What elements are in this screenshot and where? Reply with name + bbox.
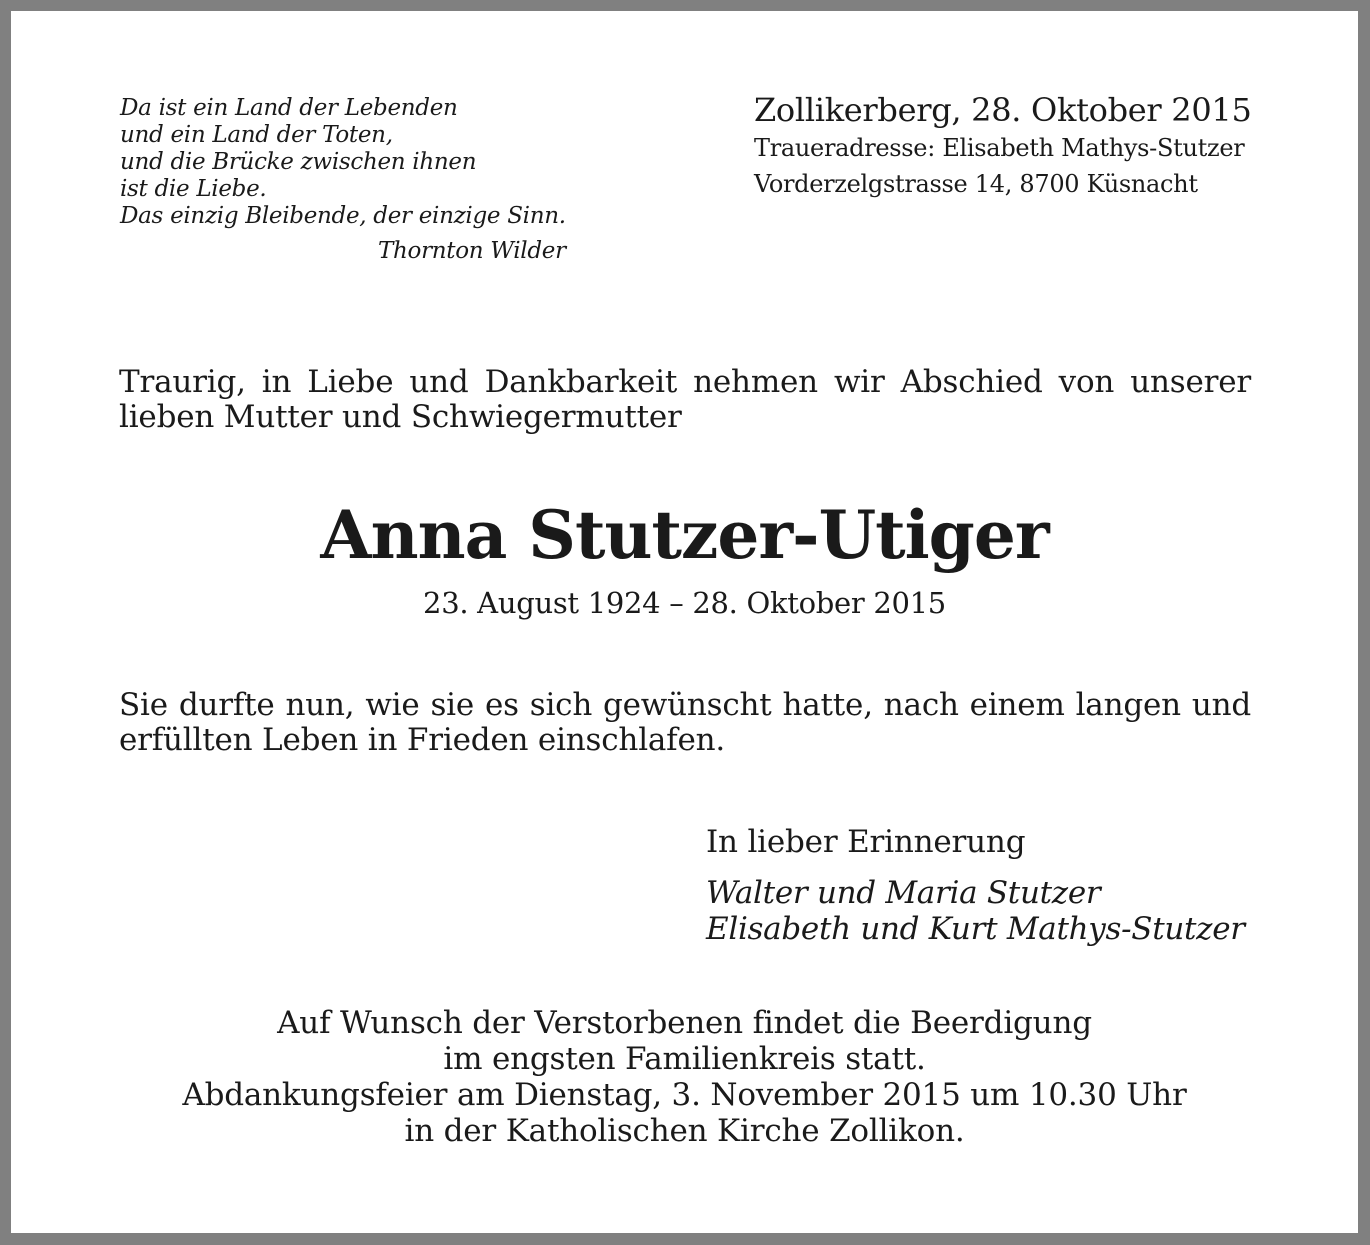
notice-line: Auf Wunsch der Verstorbenen findet die Beerdigung — [277, 1005, 1092, 1041]
mourning-address-name: Traueradresse: Elisabeth Mathys-Stutzer — [754, 134, 1245, 162]
quote-block — [120, 95, 566, 265]
mourning-address-street: Vorderzelgstrasse 14, 8700 Küsnacht — [754, 170, 1198, 198]
quote-line: Das einzig Bleibende, der einzige Sinn. — [120, 203, 566, 229]
family-member-line: Elisabeth und Kurt Mathys-Stutzer — [706, 911, 1245, 947]
quote-line: und die Brücke zwischen ihnen — [120, 149, 477, 175]
obituary-page — [11, 11, 1358, 1233]
notice-line: im engsten Familienkreis statt. — [443, 1041, 926, 1077]
intro-text: Traurig, in Liebe und Dankbarkeit nehmen wir Abschied von unserer lieben Mutter und Schwiegermutter — [119, 364, 1251, 435]
quote-line: und ein Land der Toten, — [120, 122, 393, 148]
life-dates: 23. August 1924 – 28. Oktober 2015 — [423, 586, 946, 620]
body-text: Sie durfte nun, wie sie es sich gewünscht hatte, nach einem langen und erfüllten Leben in Frieden einschlafen. — [119, 687, 1251, 758]
funeral-notice — [11, 1005, 1358, 1149]
quote-line: Da ist ein Land der Lebenden — [120, 95, 458, 121]
place-date: Zollikerberg, 28. Oktober 2015 — [754, 91, 1252, 129]
memory-heading: In lieber Erinnerung — [706, 824, 1026, 860]
address-block — [754, 90, 1252, 202]
deceased-name: Anna Stutzer-Utiger — [320, 496, 1049, 574]
family-member-line: Walter und Maria Stutzer — [706, 875, 1101, 911]
family-signatures — [706, 875, 1245, 947]
quote-author: Thornton Wilder — [377, 238, 566, 264]
notice-line: Abdankungsfeier am Dienstag, 3. November 2015 um 10.30 Uhr — [182, 1077, 1187, 1113]
notice-line: in der Katholischen Kirche Zollikon. — [404, 1113, 965, 1149]
quote-line: ist die Liebe. — [120, 176, 267, 202]
